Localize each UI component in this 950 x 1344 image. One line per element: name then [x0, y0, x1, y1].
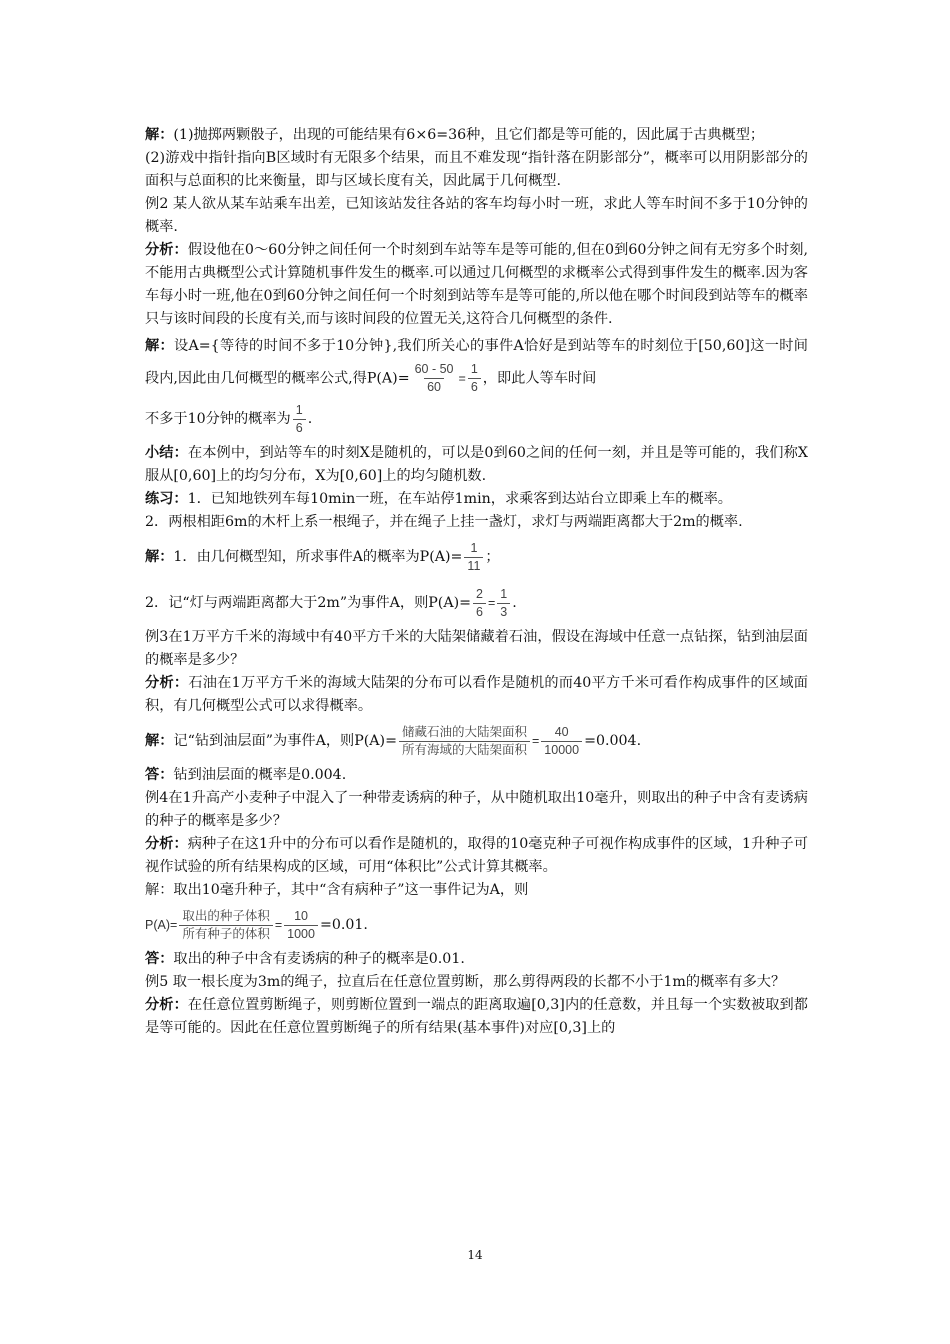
label-solution: 解：	[145, 549, 174, 565]
analysis-paragraph-1: 分析：假设他在0～60分钟之间任何一个时刻到车站等车是等可能的,但在0到60分钟之间有无穷多个时刻,不能用古典概型公式计算随机事件发生的概率.可以通过几何概型的求概率公式得到事件发生的概率.因为客车每小时一班,他在0到60分钟之间任何一个时刻到站等车是等可能的,所以他在哪个时间段到站等车的概率只与该时间段的长度有关,而与该时间段的位置无关,这符合几何概型的条件.	[145, 242, 808, 327]
fraction: $\frac{1}{6}$	[468, 361, 481, 396]
label-answer: 答：	[145, 767, 174, 783]
document-body	[145, 124, 808, 1040]
solution-example-4-formula: P(A)= 取出的种子体积 所有种子的体积 = $\frac{10}{1000}$ =0.01.	[145, 908, 368, 941]
fraction: $\frac{10}{1000}$	[284, 908, 318, 943]
label-analysis: 分析：	[145, 675, 189, 691]
analysis-paragraph-5: 分析：在任意位置剪断绳子，则剪断位置到一端点的距离取遍[0,3]内的任意数，并且每一个实数被取到都是等可能的。因此在任意位置剪断绳子的所有结果(基本事件)对应[0,3]上的	[145, 997, 808, 1036]
exercise-1: 练习：1．已知地铁列车每10min一班，在车站停1min，求乘客到达站台立即乘上车的概率。	[145, 491, 732, 507]
exercise-solution-1: 解：1．由几何概型知，所求事件A的概率为P(A)= $\frac{1}{11}$ ；	[145, 540, 500, 573]
label-analysis: 分析：	[145, 997, 188, 1013]
analysis-paragraph-3: 分析：石油在1万平方千米的海域大陆架的分布可以看作是随机的而40平方千米可看作构成事件的区域面积，有几何概型公式可以求得概率。	[145, 675, 808, 714]
fraction: $\frac{60 - 50}{60}$	[414, 362, 454, 394]
exercise-2: 2．两根相距6m的木杆上系一根绳子，并在绳子上挂一盏灯，求灯与两端距离都大于2m的概率.	[145, 514, 743, 530]
fraction: $\frac{40}{10000}$	[541, 724, 582, 759]
label-summary: 小结：	[145, 445, 188, 461]
answer-example-4: 答：取出的种子中含有麦诱病的种子的概率是0.01.	[145, 951, 465, 967]
label-solution: 解：	[145, 127, 174, 143]
label-solution: 解：	[145, 733, 174, 749]
fraction: $\frac{1}{3}$	[497, 586, 510, 621]
example-4: 例4在1升高产小麦种子中混入了一种带麦诱病的种子，从中随机取出10毫升，则取出的种子中含有麦诱病的种子的概率是多少？	[145, 790, 808, 829]
solution-example-4-intro: 解：取出10毫升种子，其中“含有病种子”这一事件记为A，则	[145, 882, 529, 898]
label-analysis: 分析：	[145, 242, 188, 258]
fraction: 取出的种子体积 所有种子的体积	[179, 908, 273, 943]
solution-example-3: 解：记“钻到油层面”为事件A，则P(A)= 储藏石油的大陆架面积 所有海域的大陆架面积 = $\frac{40}{10000}$ =0.004.	[145, 724, 642, 757]
example-3: 例3在1万平方千米的海域中有40平方千米的大陆架储藏着石油，假设在海域中任意一点钻探，钻到油层面的概率是多少？	[145, 629, 808, 668]
exercise-solution-2: 2．记“灯与两端距离都大于2m”为事件A，则P(A)= $\frac{2}{6}$ = $\frac{1}{3}$ .	[145, 586, 517, 619]
label-solution: 解：	[145, 338, 175, 354]
label-exercise: 练习：	[145, 491, 188, 507]
fraction: $\frac{1}{6}$	[293, 402, 306, 437]
answer-example-3: 答：钻到油层面的概率是0.004.	[145, 767, 347, 783]
solution-example-2-conclusion: 不多于10分钟的概率为 $\frac{1}{6}$ .	[145, 402, 313, 435]
solution-paragraph-2: (2)游戏中指针指向B区域时有无限多个结果，而且不难发现“指针落在阴影部分”，概率可以用阴影部分的面积与总面积的比来衡量，即与区域长度有关，因此属于几何概型.	[145, 150, 808, 189]
label-answer: 答：	[145, 951, 174, 967]
example-5: 例5 取一根长度为3m的绳子，拉直后在任意位置剪断，那么剪得两段的长都不小于1m的概率有多大？	[145, 974, 786, 990]
solution-paragraph-1: 解：(1)抛掷两颗骰子，出现的可能结果有6×6=36种，且它们都是等可能的，因此属于古典概型；	[145, 127, 765, 143]
page-number: 14	[467, 1248, 483, 1262]
solution-example-2: 解：设A={等待的时间不多于10分钟},我们所关心的事件A恰好是到站等车的时刻位于[50,60]这一时间段内,因此由几何概型的概率公式,得P(A)= $\frac{60 - 50}{60}$ = $\frac{1}{6}$ ，即此人等车时间	[145, 338, 808, 394]
fraction: $\frac{1}{11}$	[464, 540, 483, 575]
label-analysis: 分析：	[145, 836, 188, 852]
fraction: 储藏石油的大陆架面积 所有海域的大陆架面积	[399, 724, 530, 759]
summary-paragraph: 小结：在本例中，到站等车的时刻X是随机的，可以是0到60之间的任何一刻，并且是等可能的，我们称X服从[0,60]上的均匀分布，X为[0,60]上的均匀随机数.	[145, 445, 808, 484]
fraction: $\frac{2}{6}$	[473, 586, 486, 621]
analysis-paragraph-4: 分析：病种子在这1升中的分布可以看作是随机的，取得的10毫克种子可视作构成事件的区域，1升种子可视作试验的所有结果构成的区域，可用“体积比”公式计算其概率。	[145, 836, 808, 875]
example-2: 例2 某人欲从某车站乘车出差，已知该站发往各站的客车均每小时一班，求此人等车时间不多于10分钟的概率.	[145, 196, 808, 235]
